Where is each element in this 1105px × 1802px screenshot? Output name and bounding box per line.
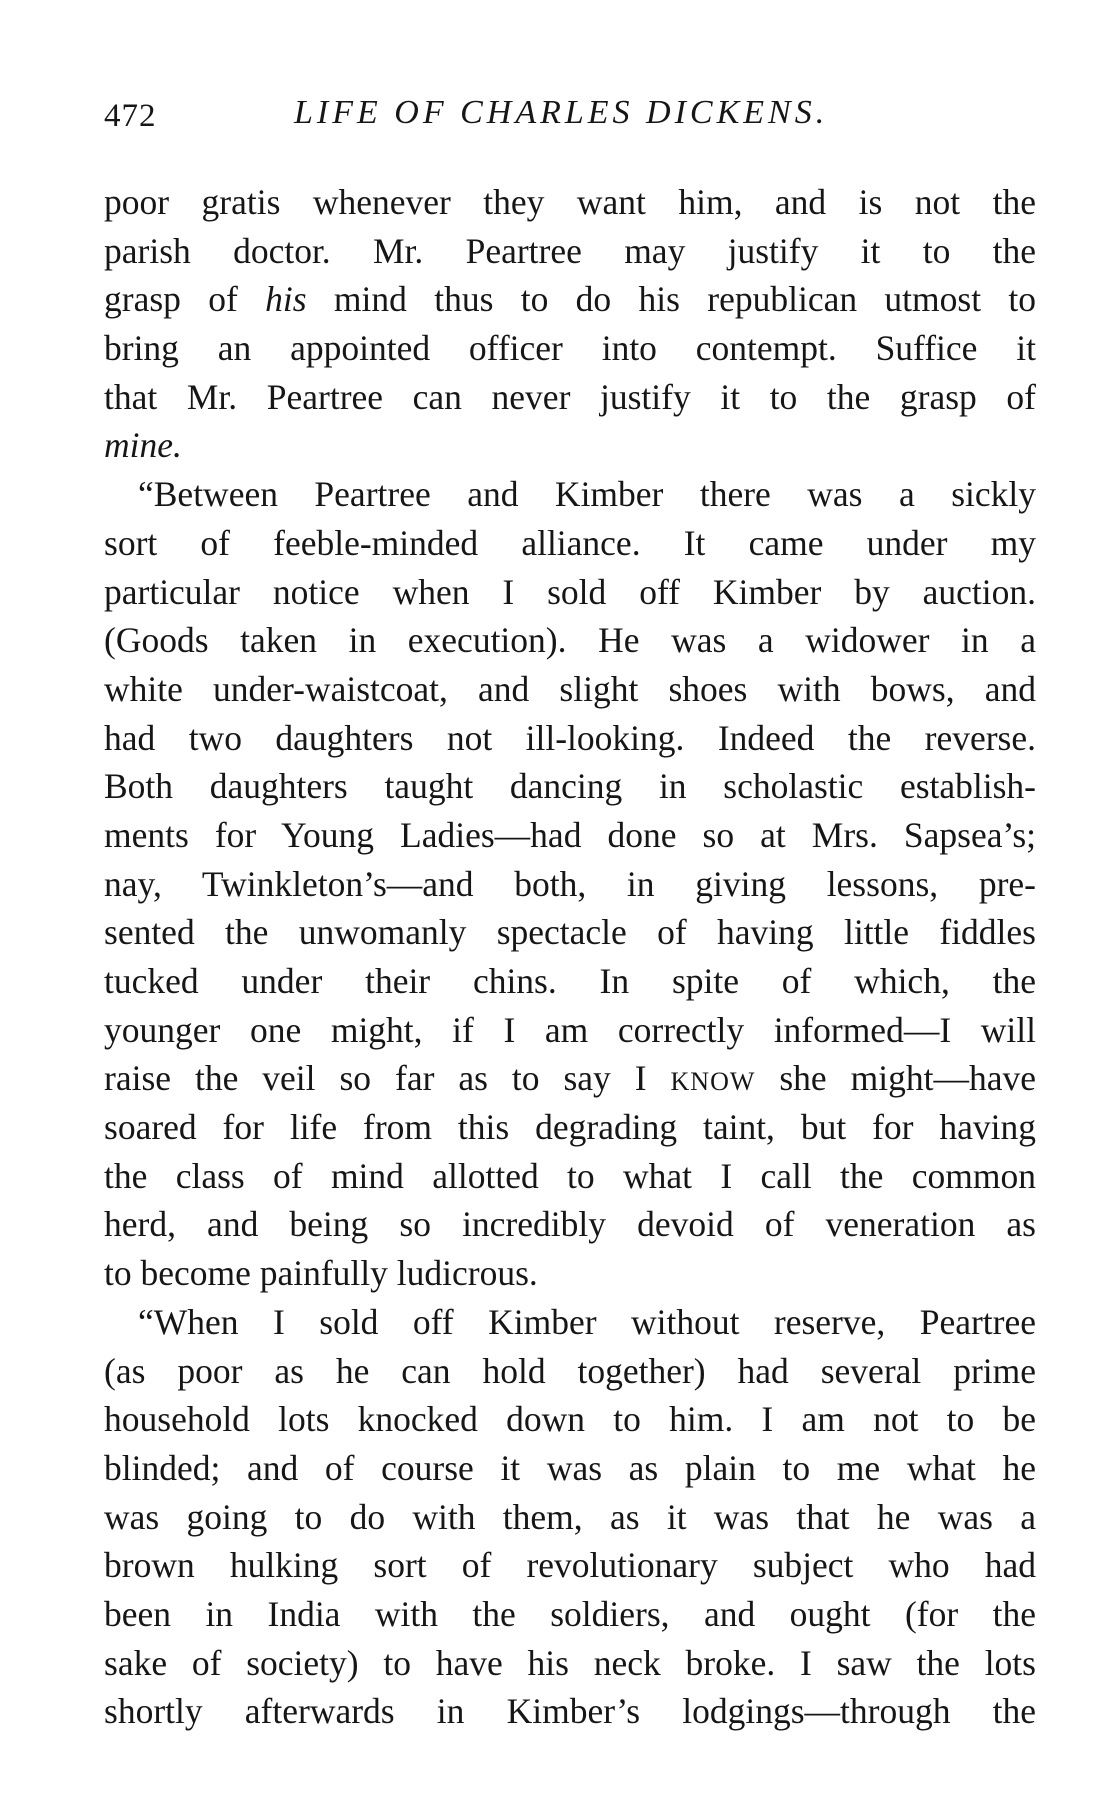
small-caps-emphasis: KNOW <box>670 1067 756 1097</box>
text-line: white under-waistcoat, and slight shoes with bows, and <box>104 668 1036 709</box>
text-line: soared for life from this degrading taint, but for having <box>104 1107 1036 1148</box>
text-line: been in India with the soldiers, and ought (for the <box>104 1593 1036 1634</box>
text-line: had two daughters not ill-looking. Indeed the reverse. <box>104 717 1036 758</box>
text-line: tucked under their chins. In spite of which, the <box>104 961 1036 1001</box>
text-line: was going to do with them, as it was that he was a <box>104 1496 1036 1537</box>
text-line: household lots knocked down to him. I am not to be <box>104 1399 1036 1440</box>
text-line: (as poor as he can hold together) had several prime <box>104 1350 1036 1391</box>
text-line: parish doctor. Mr. Peartree may justify it to the <box>104 230 1036 271</box>
text-line: grasp of his mind thus to do his republican utmost to <box>104 279 1037 320</box>
text-line: “When I sold off Kimber without reserve, Peartree <box>138 1301 1036 1342</box>
text-line: the class of mind allotted to what I call the common <box>104 1155 1036 1196</box>
text-line: ments for Young Ladies—had done so at Mrs. Sapsea’s; <box>104 814 1036 855</box>
text-line: sake of society) to have his neck broke. I saw the lots <box>104 1642 1036 1683</box>
text-line: younger one might, if I am correctly informed—I will <box>104 1009 1036 1050</box>
text-line: particular notice when I sold off Kimber by auction. <box>104 571 1036 612</box>
page-number: 472 <box>104 98 157 134</box>
text-line: sented the unwomanly spectacle of having little fiddles <box>104 912 1036 953</box>
text-line: that Mr. Peartree can never justify it to the grasp of <box>104 376 1036 417</box>
text-line: herd, and being so incredibly devoid of veneration as <box>104 1204 1036 1245</box>
text-line: (Goods taken in execution). He was a widower in a <box>104 620 1036 661</box>
text-line: “Between Peartree and Kimber there was a sickly <box>138 474 1036 515</box>
text-line: nay, Twinkleton’s—and both, in giving lessons, pre- <box>104 863 1036 904</box>
text-line: raise the veil so far as to say I KNOW she might—have <box>104 1058 1036 1099</box>
text-line: bring an appointed officer into contempt. Suffice it <box>104 328 1036 369</box>
text-line: brown hulking sort of revolutionary subject who had <box>104 1545 1036 1586</box>
text-line: blinded; and of course it was as plain to me what he <box>104 1447 1036 1488</box>
text-line: sort of feeble-minded alliance. It came under my <box>104 522 1036 563</box>
text-line: mine. <box>104 425 182 466</box>
body-text <box>104 178 1036 1736</box>
emphasis: his <box>265 279 307 320</box>
text-line: Both daughters taught dancing in scholastic establish- <box>104 766 1036 807</box>
running-head: LIFE OF CHARLES DICKENS. <box>294 94 829 131</box>
page-header <box>104 94 1034 142</box>
text-line: to become painfully ludicrous. <box>104 1253 538 1294</box>
text-line: poor gratis whenever they want him, and is not the <box>104 182 1036 222</box>
text-line: shortly afterwards in Kimber’s lodgings—through the <box>104 1691 1036 1732</box>
